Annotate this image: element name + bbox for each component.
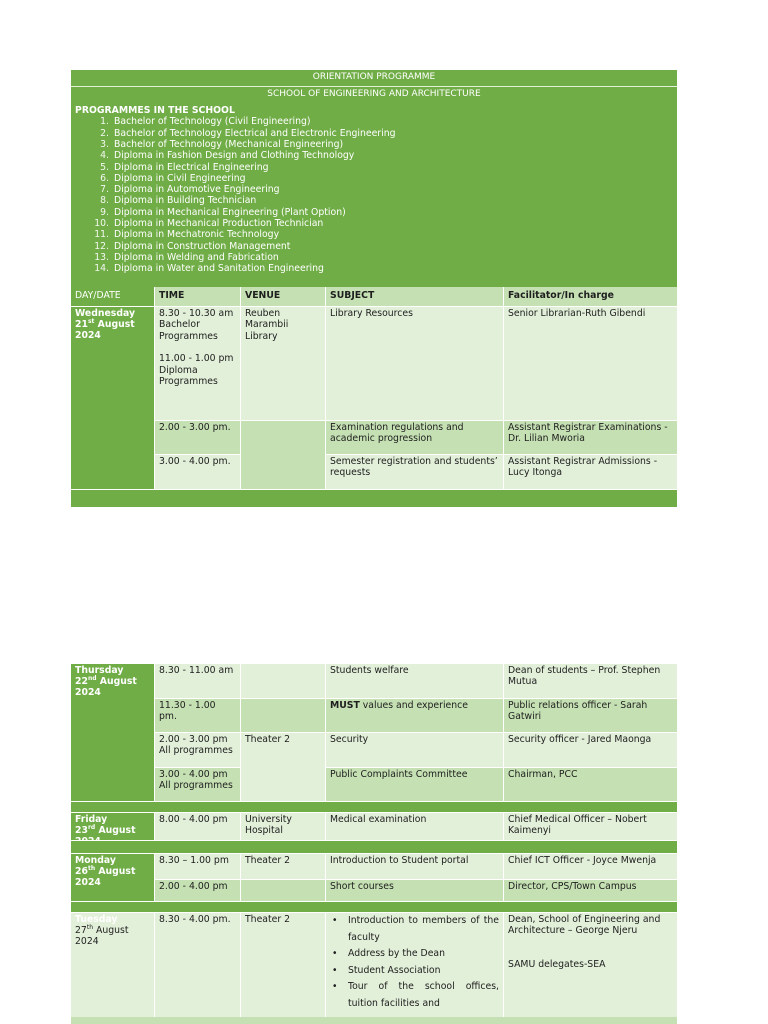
programme-number: 8. [100, 195, 109, 207]
venue-cell [241, 664, 325, 698]
venue-text: Reuben Marambii Library [245, 308, 289, 342]
subject-bullet: • Introduction to members of the faculty [330, 913, 499, 946]
subject-text: Semester registration and students’ requests [330, 456, 498, 479]
facilitator-text: Dean of students – Prof. Stephen Mutua [508, 665, 661, 688]
subject-text: Students welfare [330, 665, 409, 676]
subject-bullet: • Address by the Dean [330, 946, 499, 963]
facilitator-text: Chairman, PCC [508, 769, 578, 780]
header-subject [326, 287, 503, 306]
subject-text: Medical examination [330, 814, 427, 825]
programme-item [75, 218, 673, 229]
venue-cell [241, 913, 325, 1017]
time-cell [155, 913, 240, 1017]
orientation-table-top [71, 70, 677, 507]
title-row [71, 70, 677, 87]
programme-number: 14. [94, 263, 109, 275]
day-cell-friday [71, 813, 154, 840]
facilitator-text: Director, CPS/Town Campus [508, 881, 637, 892]
facilitator-text: Assistant Registrar Examinations - Dr. Lilian Mworia [508, 422, 668, 445]
subject-text: Introduction to Student portal [330, 855, 469, 866]
programme-name: Diploma in Water and Sanitation Engineering [114, 263, 324, 275]
facilitator-text: Public relations officer - Sarah Gatwiri [508, 700, 648, 723]
subject-text: Examination regulations and academic progression [330, 422, 464, 445]
programme-name: Diploma in Mechanical Production Technician [114, 218, 324, 230]
subject-cell [326, 813, 503, 840]
facilitator-text: SAMU delegates-SEA [508, 958, 606, 970]
facilitator-text: Security officer - Jared Maonga [508, 734, 652, 745]
venue-text: Theater 2 [245, 914, 291, 925]
time-text: 3.00 - 4.00 pm All programmes [159, 769, 233, 792]
programme-name: Diploma in Mechanical Engineering (Plant Option) [114, 206, 346, 218]
venue-cell [241, 854, 325, 879]
programmes-list [75, 116, 673, 274]
time-cell [155, 699, 240, 732]
time-text: Bachelor Programmes [159, 319, 218, 342]
day-year: 2024 [75, 936, 99, 947]
subject-cell [326, 854, 503, 879]
day-name: Friday [75, 814, 108, 825]
facilitator-text: Senior Librarian-Ruth Gibendi [508, 308, 646, 319]
time-text: 2.00 - 3.00 pm. [159, 422, 231, 433]
separator-bar [71, 841, 677, 853]
venue-cell [241, 813, 325, 840]
subject-cell [326, 664, 503, 698]
programme-number: 12. [94, 240, 109, 252]
school-row [71, 87, 677, 104]
day-date: 22nd August [75, 674, 137, 687]
facilitator-cell [504, 307, 677, 420]
programme-item [75, 150, 673, 161]
venue-cell [241, 733, 325, 801]
venue-cell [241, 421, 325, 489]
orientation-table-bottom [71, 664, 677, 1024]
time-text: 8.30 - 10.30 am [159, 308, 234, 319]
header-facilitator [504, 287, 677, 306]
time-text: Diploma Programmes [159, 364, 218, 388]
time-cell [155, 854, 240, 879]
separator-bar [71, 902, 677, 912]
programme-name: Bachelor of Technology (Mechanical Engineering) [114, 139, 344, 150]
subject-text: Security [330, 734, 369, 745]
programmes-section [71, 103, 677, 287]
programme-name: Diploma in Automotive Engineering [114, 184, 280, 196]
programme-item [75, 173, 673, 184]
time-cell [155, 421, 240, 454]
time-cell [155, 813, 240, 840]
programme-item [75, 229, 673, 240]
venue-text: Theater 2 [245, 855, 291, 866]
venue-text: Theater 2 [245, 734, 291, 745]
programme-item [75, 195, 673, 206]
subject-cell [326, 307, 503, 420]
subject-bullet: • Student Association [330, 963, 499, 980]
facilitator-cell [504, 733, 677, 767]
school-name: SCHOOL OF ENGINEERING AND ARCHITECTURE [267, 89, 481, 99]
programme-name: Diploma in Welding and Fabrication [114, 251, 279, 263]
venue-cell [241, 307, 325, 420]
facilitator-text: Assistant Registrar Admissions - Lucy Itonga [508, 456, 658, 479]
time-text: 3.00 - 4.00 pm. [159, 456, 231, 467]
programme-name: Diploma in Electrical Engineering [114, 161, 269, 173]
header-day [71, 287, 154, 306]
programme-name: Bachelor of Technology Electrical and Electronic Engineering [114, 127, 396, 139]
venue-text: University Hospital [245, 814, 292, 837]
programme-name: Diploma in Mechatronic Technology [114, 229, 280, 241]
subject-cell [326, 455, 503, 489]
programme-number: 5. [100, 161, 109, 173]
day-date: 26th August [75, 864, 136, 877]
day-name: Monday [75, 855, 116, 866]
programme-name: Diploma in Civil Engineering [114, 172, 246, 184]
facilitator-text: Dean, School of Engineering and Architecture – George Njeru [508, 914, 661, 937]
programme-item [75, 252, 673, 263]
header-day-label: DAY/DATE [75, 290, 121, 301]
subject-cell [326, 733, 503, 767]
programme-number: 13. [94, 251, 109, 263]
time-cell [155, 733, 240, 767]
subject-cell [326, 421, 503, 454]
header-venue-label: VENUE [245, 290, 281, 301]
facilitator-cell [504, 699, 677, 732]
time-cell [155, 664, 240, 698]
day-name: Wednesday [75, 308, 136, 319]
programme-number: 1. [100, 116, 109, 128]
subject-cell [326, 913, 503, 1017]
time-text: 8.30 - 4.00 pm. [159, 914, 231, 925]
time-text: 8.00 - 4.00 pm [159, 814, 228, 825]
programme-item [75, 128, 673, 139]
programme-name: Diploma in Construction Management [114, 240, 291, 252]
time-text: 8.30 - 11.00 am [159, 665, 234, 676]
time-text: 11.00 - 1.00 pm [159, 353, 234, 365]
programme-item [75, 139, 673, 150]
facilitator-text: Chief Medical Officer – Nobert Kaimenyi [508, 814, 647, 837]
facilitator-cell [504, 813, 677, 840]
subject-cell [326, 699, 503, 732]
time-text: 8.30 – 1.00 pm [159, 855, 229, 866]
programme-item [75, 184, 673, 195]
header-venue [241, 287, 325, 306]
programme-item [75, 241, 673, 252]
subject-bullet-list [330, 913, 499, 1012]
subject-cell [326, 880, 503, 901]
day-name: Thursday [75, 665, 124, 676]
separator-bar [71, 802, 677, 812]
day-cell-monday [71, 854, 154, 901]
day-year: 2024 [75, 877, 101, 888]
programme-item [75, 263, 673, 274]
programme-name: Bachelor of Technology (Civil Engineering) [114, 116, 311, 128]
time-text: 11.30 - 1.00 pm. [159, 700, 216, 723]
time-text: 2.00 - 4.00 pm [159, 881, 228, 892]
programme-number: 7. [100, 184, 109, 196]
facilitator-cell [504, 913, 677, 1017]
programme-item [75, 207, 673, 218]
header-subject-label: SUBJECT [330, 290, 375, 301]
venue-cell [241, 699, 325, 732]
programme-name: Diploma in Building Technician [114, 195, 257, 207]
day-year: 2024 [75, 330, 101, 341]
day-date: 21st August [75, 317, 135, 330]
facilitator-cell [504, 664, 677, 698]
day-cell-thursday [71, 664, 154, 801]
subject-cell [326, 768, 503, 801]
programme-name: Diploma in Fashion Design and Clothing Technology [114, 150, 355, 162]
facilitator-text: Chief ICT Officer - Joyce Mwenja [508, 855, 657, 866]
programme-item [75, 116, 673, 127]
time-cell [155, 880, 240, 901]
programme-number: 6. [100, 172, 109, 184]
facilitator-cell [504, 421, 677, 454]
facilitator-cell [504, 880, 677, 901]
day-date: 23rd August [75, 823, 136, 836]
facilitator-cell [504, 768, 677, 801]
programme-number: 3. [100, 139, 109, 150]
programme-number: 9. [100, 206, 109, 218]
programmes-heading: PROGRAMMES IN THE SCHOOL [75, 105, 235, 116]
day-name: Tuesday [75, 914, 118, 925]
venue-cell [241, 880, 325, 901]
facilitator-cell [504, 455, 677, 489]
programme-number: 2. [100, 127, 109, 139]
header-time-label: TIME [159, 290, 185, 301]
programme-number: 4. [100, 150, 109, 162]
time-cell [155, 768, 240, 801]
day-year: 2024 [75, 687, 101, 698]
table-bottom-edge [71, 1017, 677, 1024]
subject-text: Public Complaints Committee [330, 769, 468, 780]
time-text: 2.00 - 3.00 pm All programmes [159, 734, 233, 757]
day-date: 27th August [75, 923, 129, 936]
facilitator-cell [504, 854, 677, 879]
subject-text: MUST values and experience [330, 700, 468, 711]
programme-number: 11. [94, 229, 109, 241]
header-facilitator-label: Facilitator/In charge [508, 290, 614, 301]
day-cell-wednesday [71, 307, 154, 489]
subject-text: Short courses [330, 881, 394, 892]
table-footer-bar [71, 490, 677, 507]
programme-item [75, 162, 673, 173]
header-time [155, 287, 240, 306]
time-cell [155, 455, 240, 489]
page-title: ORIENTATION PROGRAMME [312, 72, 436, 82]
subject-bullet: • Tour of the school offices, tuition facilities and [330, 979, 499, 1012]
programme-number: 10. [94, 218, 109, 230]
time-cell [155, 307, 240, 420]
day-cell-tuesday [71, 913, 154, 1017]
subject-text: Library Resources [330, 308, 413, 319]
